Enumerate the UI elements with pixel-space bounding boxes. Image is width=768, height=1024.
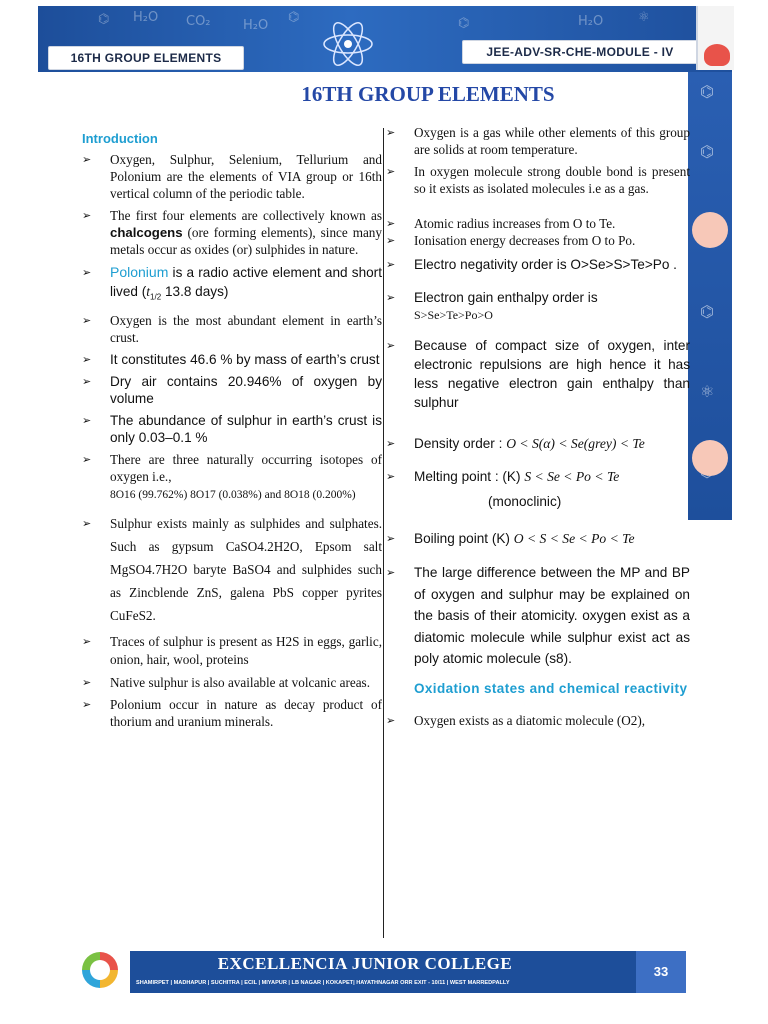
arrow-bullet-icon: ➢ xyxy=(82,675,92,689)
arrow-bullet-icon: ➢ xyxy=(82,313,92,327)
list-item: ➢ Electron gain enthalpy order is xyxy=(386,290,598,305)
page-title: 16TH GROUP ELEMENTS xyxy=(301,82,555,106)
arrow-bullet-icon: ➢ xyxy=(386,234,396,247)
list-item: ➢ Boiling point (K) O < S < Se < Po < Te xyxy=(386,531,635,546)
left-column xyxy=(82,130,382,735)
right-column xyxy=(386,124,690,734)
arrow-bullet-icon: ➢ xyxy=(82,266,92,279)
arrow-bullet-icon: ➢ xyxy=(386,339,396,352)
header-section-tag: 16TH GROUP ELEMENTS xyxy=(48,46,244,70)
list-item: ➢ Sulphur exists mainly as sulphides and sulphates. Such as gypsum CaSO4.2H2O, Epsom salt MgSO4.7H2O baryte BaSO4 and sulphides such as Zincblende ZnS, galena PbS copper pyrites CuFeS2. xyxy=(82,512,382,627)
list-item: ➢ There are three naturally occurring isotopes of oxygen i.e., xyxy=(82,451,382,484)
arrow-bullet-icon: ➢ xyxy=(82,374,92,388)
list-item: ➢ Ionisation energy decreases from O to Po. xyxy=(386,233,636,248)
list-item: ➢ Electro negativity order is O>Se>S>Te>Po . xyxy=(386,257,677,272)
college-logo xyxy=(80,950,120,990)
list-item: ➢ Melting point : (K) S < Se < Po < Te xyxy=(386,469,620,484)
formula-decoration: H₂O xyxy=(243,18,269,33)
section-heading-oxidation: Oxidation states and chemical reactivity xyxy=(414,680,688,696)
monoclinic-note: (monoclinic) xyxy=(488,494,562,509)
atom-icon xyxy=(320,16,376,72)
list-item: ➢ It constitutes 46.6 % by mass of earth’s crust xyxy=(82,351,380,367)
arrow-bullet-icon: ➢ xyxy=(386,566,396,579)
list-item: ➢ Because of compact size of oxygen, inter electronic repulsions are high hence it has less negative electron gain enthalpy than sulphur xyxy=(386,338,690,410)
arrow-bullet-icon: ➢ xyxy=(386,470,396,483)
list-item: ➢ Oxygen is the most abundant element in earth’s crust. xyxy=(82,312,382,345)
list-item: ➢ Polonium is a radio active element and short lived ($t_{1/2}$ 13.8 days) xyxy=(82,264,382,302)
bubble-decoration xyxy=(692,212,728,248)
arrow-bullet-icon: ➢ xyxy=(82,452,92,466)
list-item: ➢ Traces of sulphur is present as H2S in eggs, garlic, onion, hair, wool, proteins xyxy=(82,633,382,667)
list-item: ➢ The first four elements are collectively known as chalcogens (ore forming elements), since many metals occur as oxides (or) sulphides in nature. xyxy=(82,208,382,257)
arrow-bullet-icon: ➢ xyxy=(386,532,396,545)
list-item: ➢ Oxygen, Sulphur, Selenium, Tellurium and Polonium are the elements of VIA group or 16th vertical column of the periodic table. xyxy=(82,152,382,201)
formula-decoration: CO₂ xyxy=(186,14,211,29)
isotope-line: 8O16 (99.762%) 8O17 (0.038%) and 8O18 (0.200%) xyxy=(110,488,356,501)
list-item: ➢ Oxygen is a gas while other elements of this group are solids at room temperature. xyxy=(386,125,690,157)
list-item: ➢ In oxygen molecule strong double bond is present so it exists as isolated molecules i.e as a gas. xyxy=(386,164,690,196)
list-item: ➢ Polonium occur in nature as decay product of thorium and uranium minerals. xyxy=(82,696,382,729)
atom-decoration: ⚛ xyxy=(700,382,715,401)
list-item: ➢ Density order : O < S(α) < Se(grey) < Te xyxy=(386,436,645,451)
molecule-icon: ⌬ xyxy=(458,16,470,31)
molecule-icon: ⌬ xyxy=(288,10,300,25)
arrow-bullet-icon: ➢ xyxy=(82,209,92,222)
list-item: ➢ Native sulphur is also available at volcanic areas. xyxy=(82,674,370,690)
arrow-bullet-icon: ➢ xyxy=(386,291,396,304)
list-item: ➢ The abundance of sulphur in earth’s crust is only 0.03–0.1 % xyxy=(82,412,382,445)
arrow-bullet-icon: ➢ xyxy=(386,258,396,271)
arrow-bullet-icon: ➢ xyxy=(386,437,396,450)
arrow-bullet-icon: ➢ xyxy=(82,697,92,711)
section-heading-introduction: Introduction xyxy=(82,131,158,146)
header-module-tag: JEE-ADV-SR-CHE-MODULE - IV xyxy=(462,40,698,64)
arrow-bullet-icon: ➢ xyxy=(386,126,396,139)
arrow-bullet-icon: ➢ xyxy=(82,634,92,648)
molecule-icon: ⌬ xyxy=(98,12,110,27)
list-item: ➢ The large difference between the MP and BP of oxygen and sulphur may be explained on the basis of their atomicity. oxygen exist as a diatomic molecule while sulphur exist act as poly atomic molecule (s8). xyxy=(386,562,690,670)
order-line: S>Se>Te>Po>O xyxy=(414,308,493,322)
molecule-icon: ⌬ xyxy=(700,82,714,101)
arrow-bullet-icon: ➢ xyxy=(82,352,92,366)
column-divider xyxy=(383,128,384,938)
arrow-bullet-icon: ➢ xyxy=(82,413,92,427)
arrow-bullet-icon: ➢ xyxy=(82,153,92,166)
molecule-icon: ⌬ xyxy=(700,302,714,321)
arrow-bullet-icon: ➢ xyxy=(386,713,396,727)
footer-bar xyxy=(130,951,686,993)
molecule-icon: ⌬ xyxy=(700,142,714,161)
formula-decoration: H₂O xyxy=(133,10,159,25)
flask-icon xyxy=(696,6,734,70)
college-name: EXCELLENCIA JUNIOR COLLEGE xyxy=(217,954,513,973)
bubble-decoration xyxy=(692,440,728,476)
arrow-bullet-icon: ➢ xyxy=(386,165,396,178)
college-branches: SHAMIRPET | MADHAPUR | SUCHITRA | ECIL | MIYAPUR | LB NAGAR | KOKAPET| HAYATHNAGAR ORR EXIT - 10/11 | WEST MARREDPALLY xyxy=(136,980,510,986)
atom-decoration: ⚛ xyxy=(638,10,650,25)
list-item: ➢ Oxygen exists as a diatomic molecule (O2), xyxy=(386,712,646,728)
arrow-bullet-icon: ➢ xyxy=(386,217,396,230)
list-item: ➢ Dry air contains 20.946% of oxygen by volume xyxy=(82,373,382,406)
list-item: ➢ Atomic radius increases from O to Te. xyxy=(386,216,616,231)
arrow-bullet-icon: ➢ xyxy=(82,516,92,530)
page-number: 33 xyxy=(636,951,686,993)
highlight-term: Polonium xyxy=(110,264,169,280)
formula-decoration: H₂O xyxy=(578,14,604,29)
